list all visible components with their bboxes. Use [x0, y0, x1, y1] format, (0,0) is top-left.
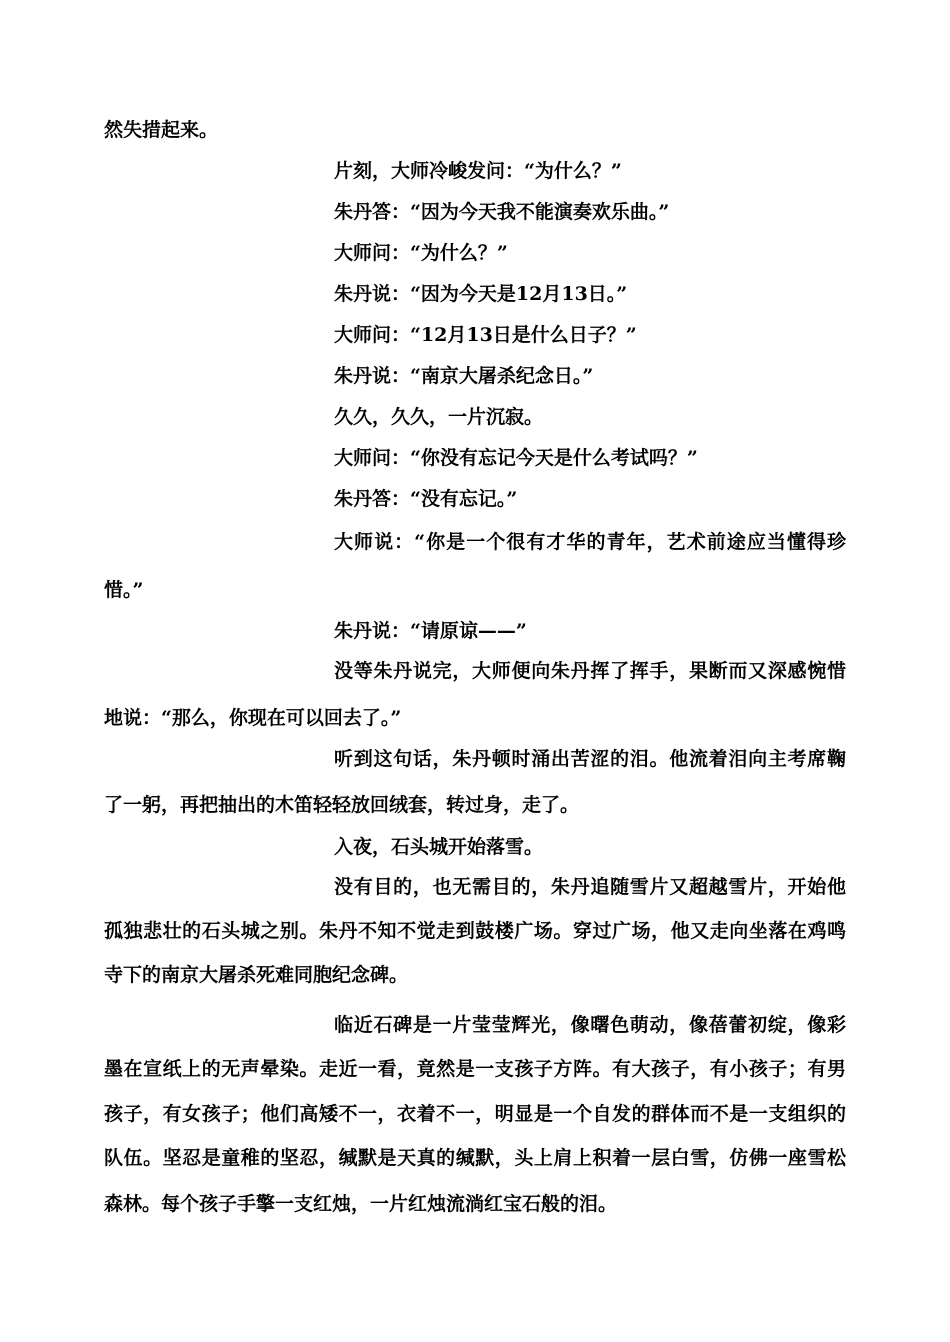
text-line: 惜。” — [104, 579, 144, 601]
text-line: 地说：“那么，你现在可以回去了。” — [104, 707, 402, 729]
text-line: 大师问：“12月13日是什么日子？” — [334, 324, 637, 346]
text-line: 墨在宣纸上的无声晕染。走近一看，竟然是一支孩子方阵。有大孩子，有小孩子；有男 — [104, 1058, 846, 1080]
text-line: 了一躬，再把抽出的木笛轻轻放回绒套，转过身，走了。 — [104, 794, 580, 816]
text-line: 孩子，有女孩子；他们高矮不一，衣着不一，明显是一个自发的群体而不是一支组织的 — [104, 1103, 846, 1125]
text-line: 听到这句话，朱丹顿时涌出苦涩的泪。他流着泪向主考席鞠 — [334, 748, 846, 770]
text-line: 久久，久久，一片沉寂。 — [334, 406, 544, 428]
text-line: 入夜，石头城开始落雪。 — [334, 836, 544, 858]
text-line: 片刻，大师冷峻发问：“为什么？” — [334, 160, 622, 182]
text-line: 大师说：“你是一个很有才华的青年，艺术前途应当懂得珍 — [334, 531, 846, 553]
text-line: 朱丹答：“没有忘记。” — [334, 488, 518, 510]
text-line: 然失措起来。 — [104, 119, 219, 141]
text-line: 朱丹说：“南京大屠杀纪念日。” — [334, 365, 594, 387]
text-line: 朱丹答：“因为今天我不能演奏欢乐曲。” — [334, 201, 670, 223]
text-line: 孤独悲壮的石头城之别。朱丹不知不觉走到鼓楼广场。穿过广场，他又走向坐落在鸡鸣 — [104, 920, 846, 942]
text-line: 临近石碑是一片莹莹辉光，像曙色萌动，像蓓蕾初绽，像彩 — [334, 1014, 846, 1036]
text-line: 没等朱丹说完，大师便向朱丹挥了挥手，果断而又深感惋惜 — [334, 660, 846, 682]
text-line: 没有目的，也无需目的，朱丹追随雪片又超越雪片，开始他 — [334, 876, 846, 898]
text-line: 寺下的南京大屠杀死难同胞纪念碑。 — [104, 964, 409, 986]
text-line: 大师问：“为什么？” — [334, 242, 508, 264]
text-line: 朱丹说：“请原谅——” — [334, 620, 527, 642]
text-line: 大师问：“你没有忘记今天是什么考试吗？” — [334, 447, 698, 469]
text-line: 森林。每个孩子手擎一支红烛，一片红烛流淌红宝石般的泪。 — [104, 1193, 618, 1215]
text-line: 队伍。坚忍是童稚的坚忍，缄默是天真的缄默，头上肩上积着一层白雪，仿佛一座雪松 — [104, 1147, 846, 1169]
text-line: 朱丹说：“因为今天是12月13日。” — [334, 283, 628, 305]
